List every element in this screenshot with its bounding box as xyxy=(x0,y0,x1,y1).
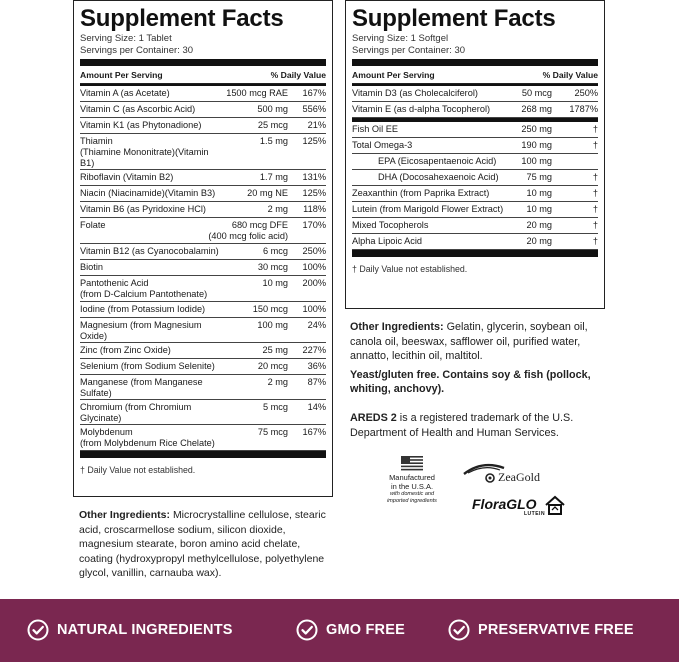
nutrient-amount xyxy=(220,400,288,413)
nutrient-daily-value: 170% xyxy=(302,220,326,230)
nutrient-amount-line: 20 mg xyxy=(526,220,552,230)
nutrient-row xyxy=(80,375,326,400)
nutrient-name-line: Fish Oil EE xyxy=(352,124,398,134)
nutrient-daily-value: 21% xyxy=(307,120,326,130)
nutrient-daily-value: 24% xyxy=(307,320,326,330)
nutrient-name xyxy=(80,134,220,169)
nutrient-name-line: Manganese (from Manganese Sulfate) xyxy=(80,377,203,398)
nutrient-amount-line: 20 mg NE xyxy=(247,188,288,198)
nutrient-amount-line2: (400 mcg folic acid) xyxy=(208,231,288,241)
made-in-line2: in the U.S.A. xyxy=(390,482,434,491)
floraglo-logo xyxy=(470,494,580,522)
nutrient-name xyxy=(80,318,220,342)
nutrient-name-line: Mixed Tocopherols xyxy=(352,220,429,230)
zeagold-logo xyxy=(462,460,572,486)
claim-gmo-free xyxy=(296,619,405,641)
nutrient-daily-value: 167% xyxy=(302,88,326,98)
claim-label: PRESERVATIVE FREE xyxy=(478,622,634,638)
left-header-dv: % Daily Value xyxy=(270,69,326,80)
nutrient-amount-line: 20 mg xyxy=(526,236,552,246)
nutrient-amount-line: 150 mcg xyxy=(252,304,288,314)
nutrient-name xyxy=(80,425,220,449)
nutrient-name xyxy=(80,102,220,115)
nutrient-amount xyxy=(220,244,288,257)
nutrient-daily-value: † xyxy=(592,172,598,182)
nutrient-amount-line: 1500 mcg RAE xyxy=(226,88,288,98)
nutrient-name xyxy=(80,343,220,356)
nutrient-row xyxy=(352,186,598,202)
right-thick-divider xyxy=(352,59,598,66)
nutrient-name xyxy=(80,202,220,215)
nutrient-amount xyxy=(220,134,288,147)
nutrient-row xyxy=(352,138,598,154)
nutrient-daily-value: 100% xyxy=(302,304,326,314)
nutrient-row xyxy=(352,86,598,102)
nutrient-row xyxy=(80,170,326,186)
nutrient-name xyxy=(352,170,508,183)
nutrient-name-line: Molybdenum xyxy=(80,427,133,437)
nutrient-name-line: Magnesium (from Magnesium Oxide) xyxy=(80,320,202,341)
nutrient-amount-line: 100 mg xyxy=(257,320,288,330)
nutrient-amount xyxy=(220,170,288,183)
nutrient-name xyxy=(80,276,220,300)
nutrient-daily-value: 1787% xyxy=(569,104,598,114)
nutrient-amount xyxy=(220,302,288,315)
right-header-dv: % Daily Value xyxy=(542,69,598,80)
nutrient-name xyxy=(352,154,508,167)
nutrient-amount xyxy=(508,186,552,199)
nutrient-daily-value: † xyxy=(592,204,598,214)
nutrient-row xyxy=(80,102,326,118)
nutrient-amount-line: 10 mg xyxy=(526,188,552,198)
nutrient-name-line: Biotin xyxy=(80,262,103,272)
nutrient-amount-line: 30 mcg xyxy=(257,262,288,272)
nutrient-name xyxy=(80,186,220,199)
nutrient-amount-line: 50 mcg xyxy=(521,88,552,98)
nutrient-name-line: Vitamin B6 (as Pyridoxine HCl) xyxy=(80,204,206,214)
nutrient-row xyxy=(80,202,326,218)
made-in-line1: Manufactured xyxy=(389,473,435,482)
nutrient-daily-value: 87% xyxy=(307,377,326,387)
check-circle-icon xyxy=(27,619,49,641)
nutrient-amount xyxy=(508,86,552,99)
nutrient-name-line: Vitamin C (as Ascorbic Acid) xyxy=(80,104,196,114)
trademark-text: is a registered trademark of the U.S. Department of Health and Human Services. xyxy=(350,412,574,439)
left-column-header xyxy=(80,66,326,84)
nutrient-amount xyxy=(508,170,552,183)
nutrient-daily-value: † xyxy=(592,220,598,230)
nutrient-daily-value: † xyxy=(592,236,598,246)
made-in-usa-badge xyxy=(380,456,444,505)
nutrient-daily-value: 125% xyxy=(302,188,326,198)
left-panel-title: Supplement Facts xyxy=(80,5,284,32)
nutrient-row xyxy=(352,202,598,218)
nutrient-daily-value: † xyxy=(592,124,598,134)
nutrient-amount xyxy=(220,318,288,331)
nutrient-name-line: EPA (Eicosapentaenoic Acid) xyxy=(378,156,497,166)
nutrient-daily-value: 250% xyxy=(302,246,326,256)
nutrient-amount-line: 2 mg xyxy=(267,204,288,214)
nutrient-amount xyxy=(220,359,288,372)
nutrient-daily-value: 131% xyxy=(302,172,326,182)
left-serving-size: Serving Size: 1 Tablet xyxy=(80,33,172,44)
right-servings-per-container: Servings per Container: 30 xyxy=(352,45,466,56)
nutrient-row xyxy=(80,318,326,343)
right-header-amount: Amount Per Serving xyxy=(352,69,435,80)
nutrient-row xyxy=(80,218,326,244)
nutrient-amount-line: 190 mg xyxy=(521,140,552,150)
made-in-line4: imported ingredients xyxy=(387,498,437,504)
left-supplement-facts-panel xyxy=(73,0,333,497)
nutrient-row xyxy=(352,218,598,234)
nutrient-amount xyxy=(220,118,288,131)
right-bottom-divider xyxy=(352,250,598,257)
right-vitamin-table xyxy=(352,86,598,118)
nutrient-amount-line: 2 mg xyxy=(267,377,288,387)
nutrient-name xyxy=(352,186,508,199)
nutrient-amount-line: 1.7 mg xyxy=(259,172,288,182)
nutrient-amount xyxy=(508,218,552,231)
nutrient-daily-value: 118% xyxy=(303,204,326,214)
nutrient-daily-value: 125% xyxy=(302,136,326,146)
made-in-line3: with domestic and xyxy=(389,491,435,497)
trademark-bold: AREDS 2 xyxy=(350,412,397,424)
nutrient-amount-line: 10 mg xyxy=(262,278,288,288)
nutrient-daily-value: 36% xyxy=(307,361,326,371)
nutrient-name-line: Riboflavin (Vitamin B2) xyxy=(80,172,174,182)
claim-preservative-free xyxy=(448,619,634,641)
nutrient-name-line2: (from D-Calcium Pantothenate) xyxy=(80,289,208,299)
nutrient-name-line: Vitamin E (as d-alpha Tocopherol) xyxy=(352,104,491,114)
nutrient-daily-value: 167% xyxy=(302,427,326,437)
nutrient-daily-value: 100% xyxy=(302,262,326,272)
nutrient-name-line: Vitamin D3 (as Cholecalciferol) xyxy=(352,88,478,98)
nutrient-amount xyxy=(220,186,288,199)
floraglo-house-icon xyxy=(544,494,566,516)
nutrient-name-line: Thiamin xyxy=(80,136,113,146)
nutrient-name-line: Total Omega-3 xyxy=(352,140,413,150)
zeagold-text: ZeaGold xyxy=(498,470,540,484)
nutrient-amount-line: 25 mg xyxy=(262,345,288,355)
nutrient-row xyxy=(80,244,326,260)
nutrient-name xyxy=(80,400,220,424)
nutrient-name-line: Zeaxanthin (from Paprika Extract) xyxy=(352,188,490,198)
nutrient-name xyxy=(80,218,200,231)
right-nutrient-table xyxy=(352,122,598,250)
us-flag-icon xyxy=(401,456,423,471)
nutrient-row xyxy=(80,134,326,170)
nutrient-amount-line: 25 mcg xyxy=(257,120,288,130)
left-other-ingredients-label: Other Ingredients: xyxy=(79,509,171,521)
right-panel-title: Supplement Facts xyxy=(352,5,556,32)
nutrient-row xyxy=(80,186,326,202)
right-other-ingredients xyxy=(350,320,612,364)
nutrient-row xyxy=(80,302,326,318)
nutrient-name-line: Vitamin A (as Acetate) xyxy=(80,88,170,98)
nutrient-name xyxy=(80,244,220,257)
left-nutrient-table xyxy=(80,86,326,451)
nutrient-amount xyxy=(220,202,288,215)
nutrient-row xyxy=(80,260,326,276)
nutrient-name xyxy=(352,138,508,151)
nutrient-name xyxy=(352,122,508,135)
nutrient-daily-value: 250% xyxy=(574,88,598,98)
nutrient-name-line: Niacin (Niacinamide)(Vitamin B3) xyxy=(80,188,216,198)
nutrient-name-line: Vitamin B12 (as Cyanocobalamin) xyxy=(80,246,219,256)
right-supplement-facts-panel xyxy=(345,0,605,309)
right-footnote: † Daily Value not established. xyxy=(352,264,468,274)
nutrient-amount xyxy=(220,375,288,388)
nutrient-amount xyxy=(220,102,288,115)
allergen-note: Yeast/gluten free. Contains soy & fish (pollock, whiting, anchovy). xyxy=(350,369,591,395)
check-circle-icon xyxy=(448,619,470,641)
nutrient-name-line: Iodine (from Potassium Iodide) xyxy=(80,304,206,314)
nutrient-name xyxy=(352,218,508,231)
left-other-ingredients xyxy=(79,508,334,581)
nutrient-name-line: Pantothenic Acid xyxy=(80,278,149,288)
nutrient-daily-value xyxy=(552,154,598,156)
nutrient-name-line: Folate xyxy=(80,220,106,230)
nutrient-row xyxy=(80,86,326,102)
nutrient-amount-line: 75 mg xyxy=(526,172,552,182)
nutrient-name xyxy=(80,170,220,183)
nutrient-amount-line: 250 mg xyxy=(521,124,552,134)
nutrient-amount-line: 100 mg xyxy=(521,156,552,166)
nutrient-amount xyxy=(508,138,552,151)
nutrient-amount-line: 6 mcg xyxy=(262,246,288,256)
nutrient-row xyxy=(80,359,326,375)
nutrient-amount xyxy=(508,122,552,135)
nutrient-name xyxy=(80,375,220,399)
nutrient-name-line2: (Thiamine Mononitrate)(Vitamin B1) xyxy=(80,147,209,168)
nutrient-amount xyxy=(220,260,288,273)
nutrient-name xyxy=(352,102,508,115)
nutrient-amount xyxy=(220,276,288,289)
nutrient-amount xyxy=(508,202,552,215)
claim-label: GMO FREE xyxy=(326,622,405,638)
nutrient-name xyxy=(80,118,220,131)
nutrient-name-line: Alpha Lipoic Acid xyxy=(352,236,422,246)
right-column-header xyxy=(352,66,598,84)
nutrient-row xyxy=(352,170,598,186)
nutrient-name-line: Vitamin K1 (as Phytonadione) xyxy=(80,120,202,130)
nutrient-amount-line: 10 mg xyxy=(526,204,552,214)
left-thick-divider xyxy=(80,59,326,66)
nutrient-amount xyxy=(220,425,288,438)
nutrient-name xyxy=(352,234,508,247)
check-circle-icon xyxy=(296,619,318,641)
nutrient-name xyxy=(80,86,220,99)
claim-label: NATURAL INGREDIENTS xyxy=(57,622,233,638)
nutrient-amount xyxy=(220,343,288,356)
trademark-note xyxy=(350,411,610,440)
left-header-amount: Amount Per Serving xyxy=(80,69,163,80)
nutrient-name-line: DHA (Docosahexaenoic Acid) xyxy=(378,172,499,182)
nutrient-row xyxy=(352,122,598,138)
nutrient-name xyxy=(80,302,220,315)
nutrient-name-line2: (from Molybdenum Rice Chelate) xyxy=(80,438,215,448)
nutrient-daily-value: † xyxy=(592,188,598,198)
left-footnote: † Daily Value not established. xyxy=(80,465,196,475)
nutrient-daily-value: 227% xyxy=(302,345,326,355)
floraglo-sub: LUTEIN xyxy=(524,511,546,517)
nutrient-amount-line: 5 mcg xyxy=(262,402,288,412)
nutrient-name xyxy=(80,359,220,372)
claim-natural-ingredients xyxy=(27,619,233,641)
floraglo-text: FloraGLO xyxy=(472,496,537,512)
nutrient-daily-value: 556% xyxy=(302,104,326,114)
nutrient-amount-line: 680 mcg DFE xyxy=(231,220,288,230)
nutrient-amount-line: 75 mcg xyxy=(257,427,288,437)
nutrient-amount xyxy=(508,102,552,115)
nutrient-row xyxy=(80,425,326,451)
nutrient-amount xyxy=(200,218,288,242)
nutrient-row xyxy=(80,276,326,302)
right-serving-size: Serving Size: 1 Softgel xyxy=(352,33,449,44)
nutrient-amount xyxy=(508,234,552,247)
nutrient-row xyxy=(352,154,598,170)
nutrient-amount-line: 20 mcg xyxy=(257,361,288,371)
nutrient-row xyxy=(80,343,326,359)
nutrient-row xyxy=(352,102,598,118)
nutrient-amount xyxy=(220,86,288,99)
nutrient-row xyxy=(80,400,326,425)
nutrient-name-line: Lutein (from Marigold Flower Extract) xyxy=(352,204,504,214)
nutrient-row xyxy=(80,118,326,134)
nutrient-daily-value: 200% xyxy=(302,278,326,288)
nutrient-daily-value: † xyxy=(592,140,598,150)
nutrient-name xyxy=(352,202,508,215)
nutrient-amount-line: 268 mg xyxy=(521,104,552,114)
nutrient-daily-value: 14% xyxy=(307,402,326,412)
left-other-ingredients-text: Microcrystalline cellulose, stearic acid, croscarmellose sodium, silicon dioxide, magnesium stearate, boron amino acid chelate, coating (hydroxypropyl methylcellulose, polyethylene glycol, vanillin, carnauba wax). xyxy=(79,509,326,579)
nutrient-name xyxy=(352,86,508,99)
nutrient-amount-line: 500 mg xyxy=(257,104,288,114)
nutrient-name xyxy=(80,260,220,273)
left-servings-per-container: Servings per Container: 30 xyxy=(80,45,194,56)
right-other-ingredients-label: Other Ingredients: xyxy=(350,321,444,333)
nutrient-amount xyxy=(508,154,552,167)
left-bottom-divider xyxy=(80,451,326,458)
nutrient-amount-line: 1.5 mg xyxy=(259,136,288,146)
nutrient-name-line: Chromium (from Chromium Glycinate) xyxy=(80,402,192,423)
nutrient-row xyxy=(352,234,598,250)
right-other-ingredients-text: Gelatin, glycerin, soybean oil, canola oil, beeswax, safflower oil, purified water, annatto, lecithin oil, maltitol. xyxy=(350,321,588,362)
nutrient-name-line: Zinc (from Zinc Oxide) xyxy=(80,345,171,355)
nutrient-name-line: Selenium (from Sodium Selenite) xyxy=(80,361,215,371)
